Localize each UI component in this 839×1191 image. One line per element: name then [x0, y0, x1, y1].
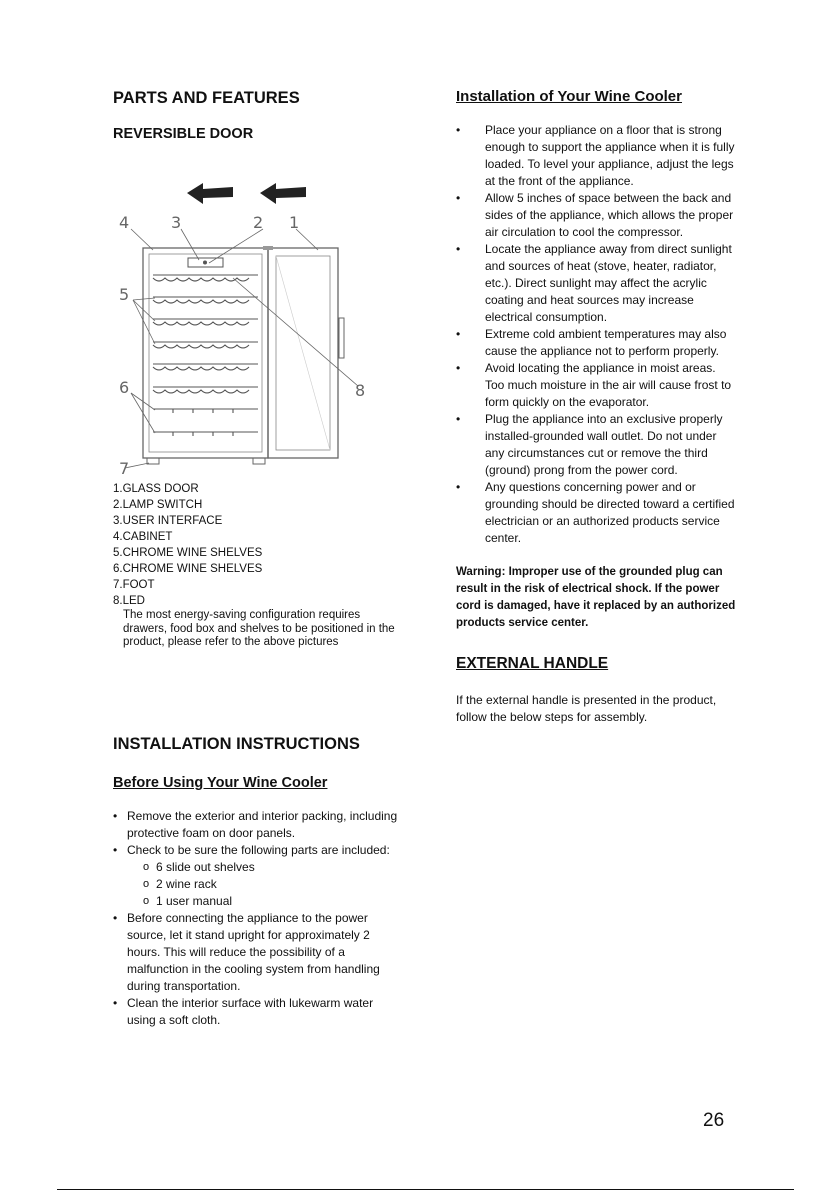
installation-section	[113, 732, 403, 1029]
energy-note: The most energy-saving configuration requires drawers, food box and shelves to be positioned in the product, please refer to the above pictures	[123, 609, 395, 648]
list-item: • Plug the appliance into an exclusive properly installed-grounded wall outlet. Do not under any circumstances cut or remove the third (ground) prong from the power cord.	[456, 411, 736, 479]
list-item: • Place your appliance on a floor that is strong enough to support the appliance when it is fully loaded. To level your appliance, adjust the legs at the front of the appliance.	[456, 122, 736, 190]
installation-of-cooler-title: Installation of Your Wine Cooler	[456, 88, 682, 105]
callout-7: 7	[119, 459, 130, 478]
parts-list-item: 3.USER INTERFACE	[113, 515, 223, 527]
callout-1: 1	[289, 213, 300, 232]
list-item: o 1 user manual	[127, 893, 403, 910]
parts-list-item: 4.CABINET	[113, 531, 173, 543]
wine-shelves	[153, 275, 258, 436]
parts-list-item: 5.CHROME WINE SHELVES	[113, 547, 263, 559]
parts-list-block	[113, 481, 403, 650]
external-handle-text: If the external handle is presented in the product, follow the below steps for assembly.	[456, 693, 717, 724]
right-column	[456, 86, 736, 726]
list-item: • Avoid locating the appliance in moist areas. Too much moisture in the air will cause frost to form quickly on the evaporator.	[456, 360, 736, 411]
callout-5: 5	[119, 285, 130, 304]
diagram-svg	[113, 178, 393, 478]
list-item: • Any questions concerning power and or grounding should be directed toward a certified electrician or an authorized products service center.	[456, 479, 736, 547]
list-item: o 6 slide out shelves	[127, 859, 403, 876]
external-handle-title: EXTERNAL HANDLE	[456, 655, 609, 672]
wine-cooler-diagram	[113, 178, 393, 478]
footer-rule	[57, 1189, 794, 1190]
parts-list-item: 1.GLASS DOOR	[113, 483, 199, 495]
list-item: o 2 wine rack	[127, 876, 403, 893]
list-item: • Before connecting the appliance to the power source, let it stand upright for approximately 2 hours. This will reduce the possibility of a malfunction in the cooling system from handling during transportation.	[113, 910, 403, 995]
installation-list	[456, 122, 736, 547]
parts-list-item: 8.LED	[113, 595, 145, 607]
installation-instructions-title: INSTALLATION INSTRUCTIONS	[113, 735, 360, 753]
included-parts-list	[127, 859, 403, 910]
right-arrow-icon	[260, 183, 306, 204]
parts-list-item: 2.LAMP SWITCH	[113, 499, 203, 511]
parts-list-item: 6.CHROME WINE SHELVES	[113, 563, 263, 575]
list-item: • Extreme cold ambient temperatures may also cause the appliance not to perform properly.	[456, 326, 736, 360]
list-item: • Allow 5 inches of space between the back and sides of the appliance, which allows the proper air circulation to cool the compressor.	[456, 190, 736, 241]
before-using-title: Before Using Your Wine Cooler	[113, 775, 328, 791]
left-column	[113, 86, 403, 145]
callout-8: 8	[355, 381, 366, 400]
callout-3: 3	[171, 213, 182, 232]
page-number: 26	[703, 1110, 725, 1131]
list-item: • Clean the interior surface with lukewarm water using a soft cloth.	[113, 995, 403, 1029]
list-item: • Locate the appliance away from direct sunlight and sources of heat (stove, heater, radiator, etc.). Direct sunlight may affect the acrylic coating and heat sources may increase electrical consumption.	[456, 241, 736, 326]
callout-4: 4	[119, 213, 130, 232]
before-using-list	[113, 808, 403, 1029]
reversible-door-title: REVERSIBLE DOOR	[113, 126, 254, 142]
list-item: • Remove the exterior and interior packing, including protective foam on door panels.	[113, 808, 403, 842]
list-item: • Check to be sure the following parts are included: o 6 slide out shelves o 2 wine rack o 1 user manual	[113, 842, 403, 910]
left-arrow-icon	[187, 183, 233, 204]
callout-2: 2	[253, 213, 264, 232]
parts-features-title: PARTS AND FEATURES	[113, 89, 300, 107]
warning-text: Warning: Improper use of the grounded plug can result in the risk of electrical shock. If the power cord is damaged, have it replaced by an authorized products service center.	[456, 566, 736, 629]
parts-list	[113, 481, 403, 609]
parts-list-item: 7.FOOT	[113, 579, 155, 591]
cabinet-outline	[143, 248, 268, 458]
callout-6: 6	[119, 378, 130, 397]
